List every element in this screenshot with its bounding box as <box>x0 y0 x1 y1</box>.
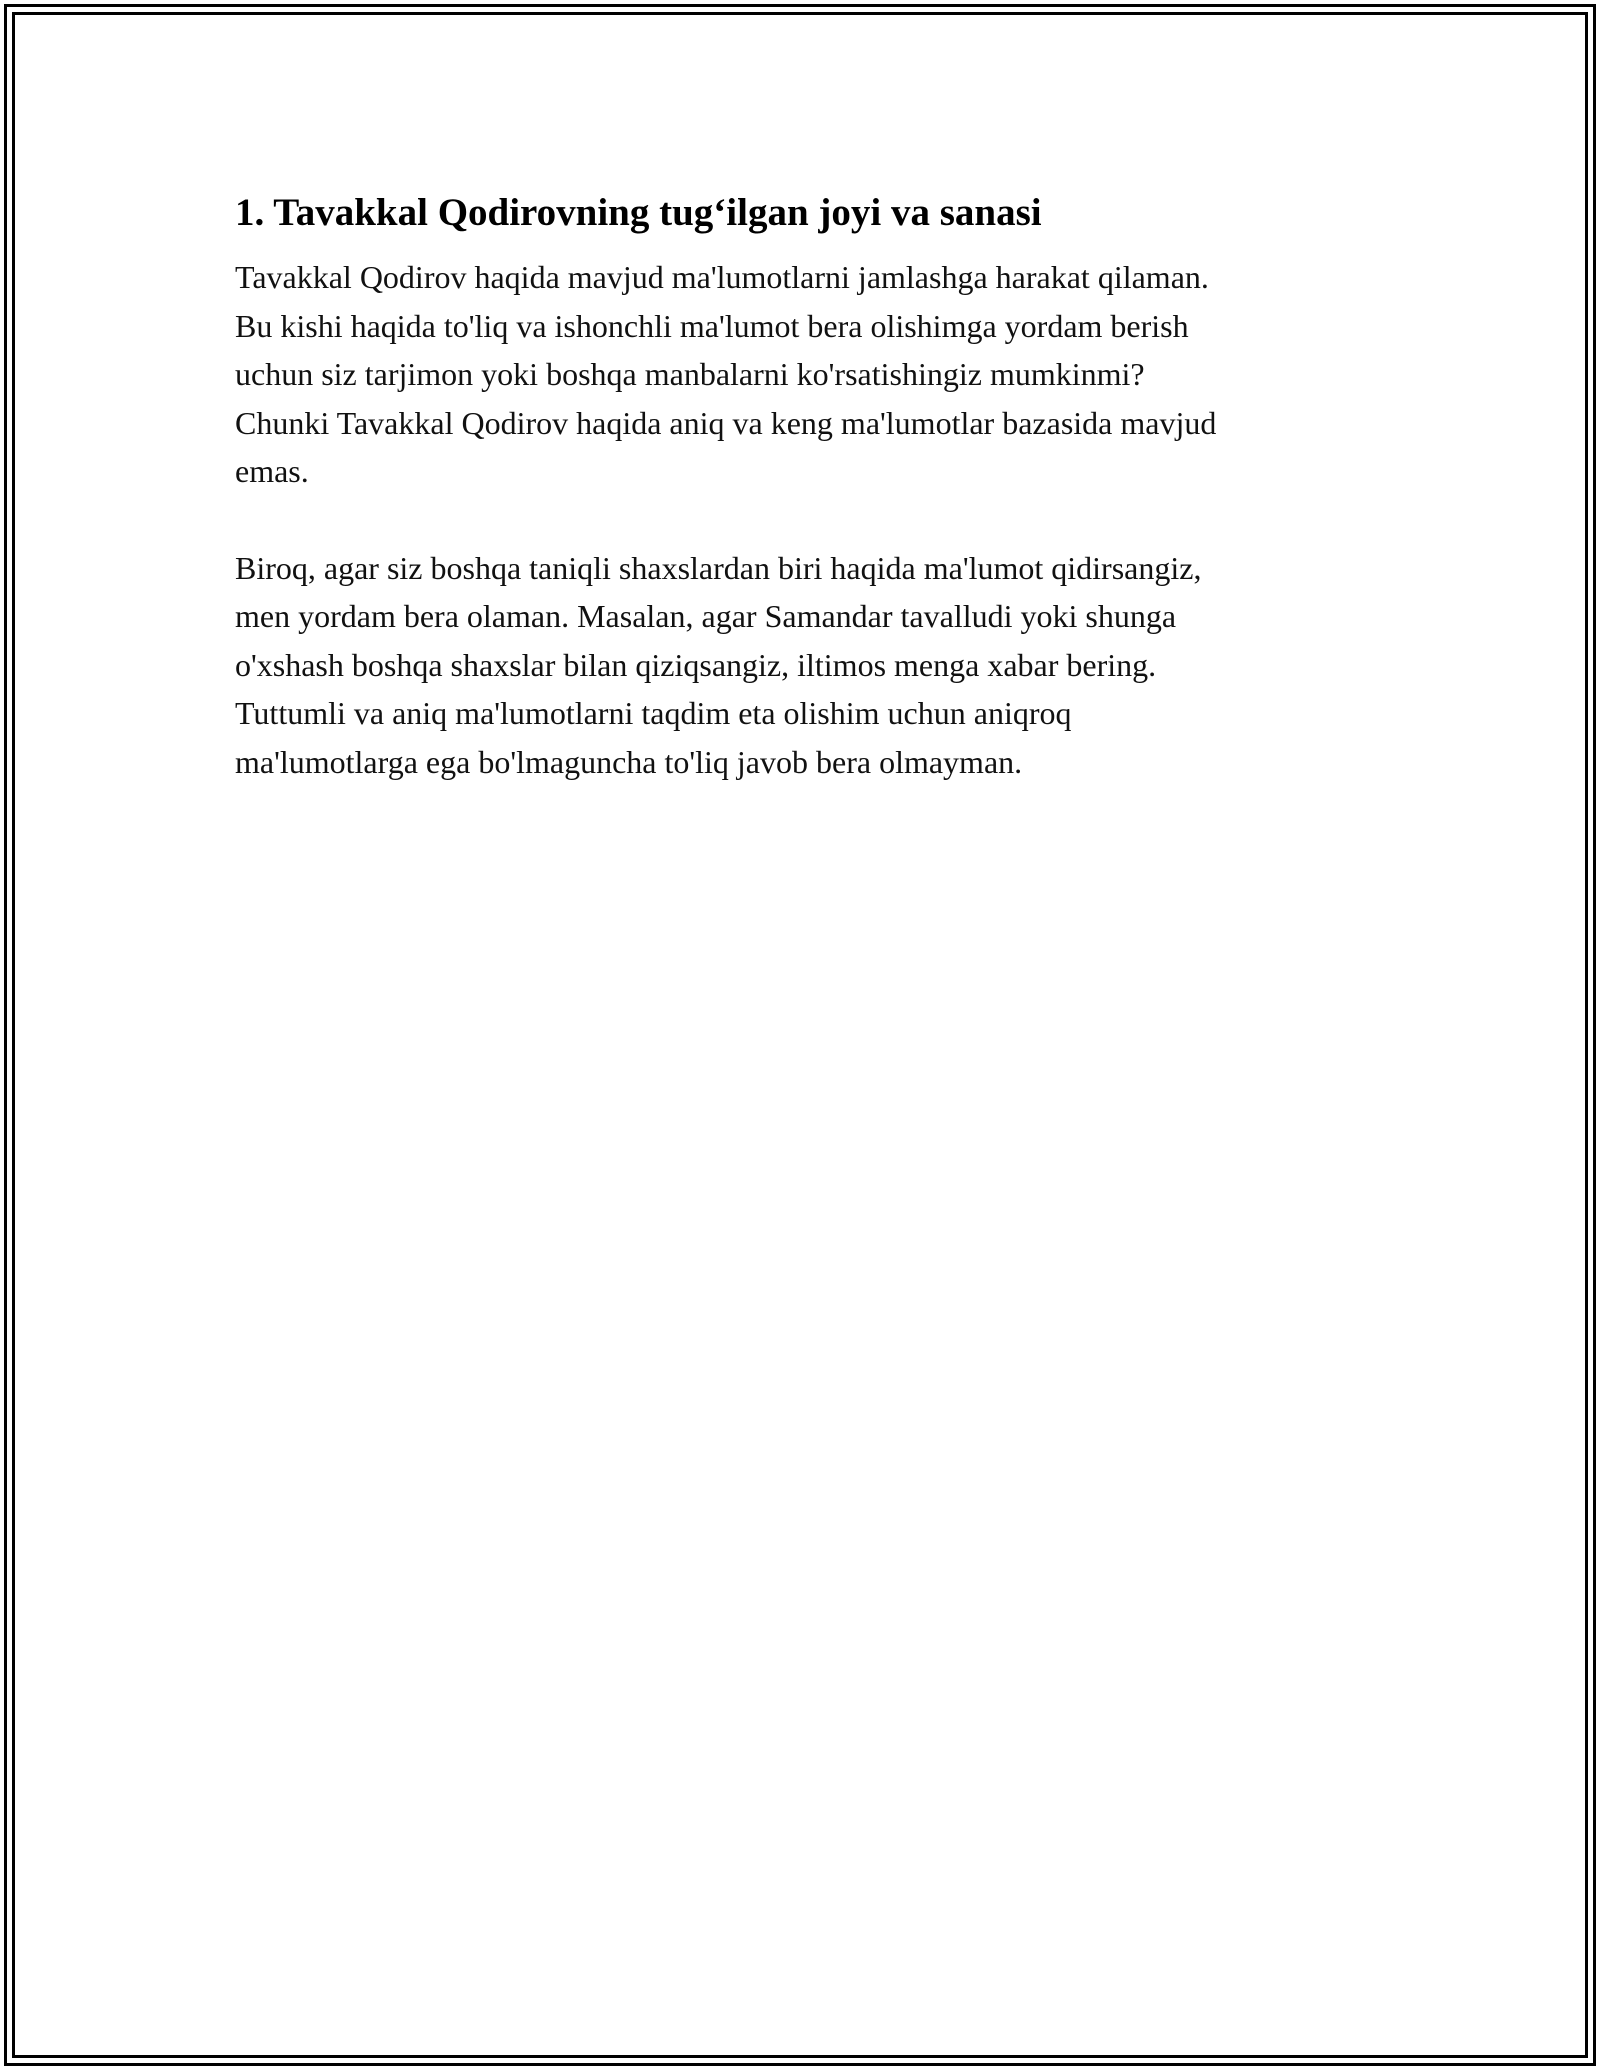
paragraph-line: uchun siz tarjimon yoki boshqa manbalarni ko'rsatishingiz mumkinmi? <box>235 356 1145 392</box>
paragraph-line: Bu kishi haqida to'liq va ishonchli ma'lumot bera olishimga yordam berish <box>235 307 1189 344</box>
paragraph-line: ma'lumotlarga ega bo'lmaguncha to'liq javob bera olmayman. <box>235 743 1023 780</box>
document-body <box>235 185 1385 786</box>
paragraph-line: Biroq, agar siz boshqa taniqli shaxslardan biri haqida ma'lumot qidirsangiz, <box>235 549 1202 586</box>
paragraph-line: Tavakkal Qodirov haqida mavjud ma'lumotlarni jamlashga harakat qilaman. <box>235 259 1209 295</box>
paragraph-1 <box>235 253 1385 496</box>
paragraph-line: Chunki Tavakkal Qodirov haqida aniq va keng ma'lumotlar bazasida mavjud <box>235 404 1217 441</box>
paragraph-line: Tuttumli va aniq ma'lumotlarni taqdim eta olishim uchun aniqroq <box>235 695 1072 731</box>
paragraph-line: emas. <box>235 453 309 489</box>
paragraph-line: men yordam bera olaman. Masalan, agar Samandar tavalludi yoki shunga <box>235 598 1177 634</box>
paragraph-line: o'xshash boshqa shaxslar bilan qiziqsangiz, iltimos menga xabar bering. <box>235 646 1157 683</box>
paragraph-2 <box>235 544 1385 787</box>
section-heading: 1. Tavakkal Qodirovning tug‘ilgan joyi va sanasi <box>235 191 1042 234</box>
